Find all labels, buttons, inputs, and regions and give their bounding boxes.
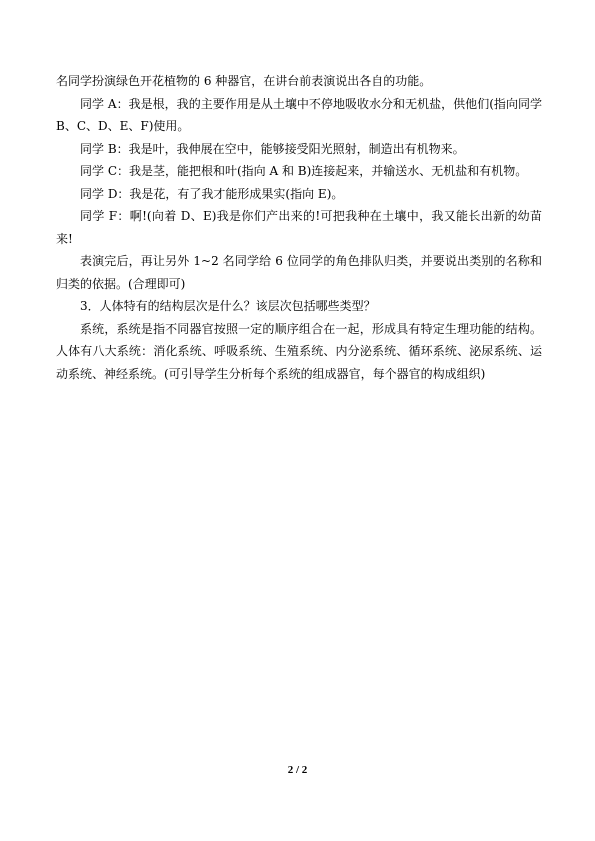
page-number: 2 / 2 [287,764,308,776]
paragraph-student-a: 同学 A：我是根，我的主要作用是从土壤中不停地吸收水分和无机盐，供他们(指向同学 B、C、D、E、F)使用。 [56,96,542,133]
paragraph-student-c: 同学 C：我是茎，能把根和叶(指向 A 和 B)连接起来，并输送水、无机盐和有机物。 [80,164,528,178]
paragraph-question-3: 3．人体特有的结构层次是什么？该层次包括哪些类型？ [80,299,376,313]
paragraph-student-f: 同学 F：啊!(向着 D、E)我是你们产出来的!可把我种在土壤中，我又能长出新的幼苗来! [56,209,542,246]
paragraph-answer-system: 系统，系统是指不同器官按照一定的顺序组合在一起，形成具有特定生理功能的结构。人体有八大系统：消化系统、呼吸系统、生殖系统、内分泌系统、循环系统、泌尿系统、运动系统、神经系统。(可引导学生分析每个系统的组成器官，每个器官的构成组织) [56,321,542,381]
paragraph-student-b: 同学 B：我是叶，我伸展在空中，能够接受阳光照射，制造出有机物来。 [80,141,465,156]
document-body [56,70,542,385]
paragraph-intro: 名同学扮演绿色开花植物的 6 种器官，在讲台前表演说出各自的功能。 [56,74,432,88]
paragraph-student-d: 同学 D：我是花，有了我才能形成果实(指向 E)。 [80,186,344,201]
paragraph-after-performance: 表演完后，再让另外 1~2 名同学给 6 位同学的角色排队归类，并要说出类别的名称和归类的依据。(合理即可) [56,254,542,291]
